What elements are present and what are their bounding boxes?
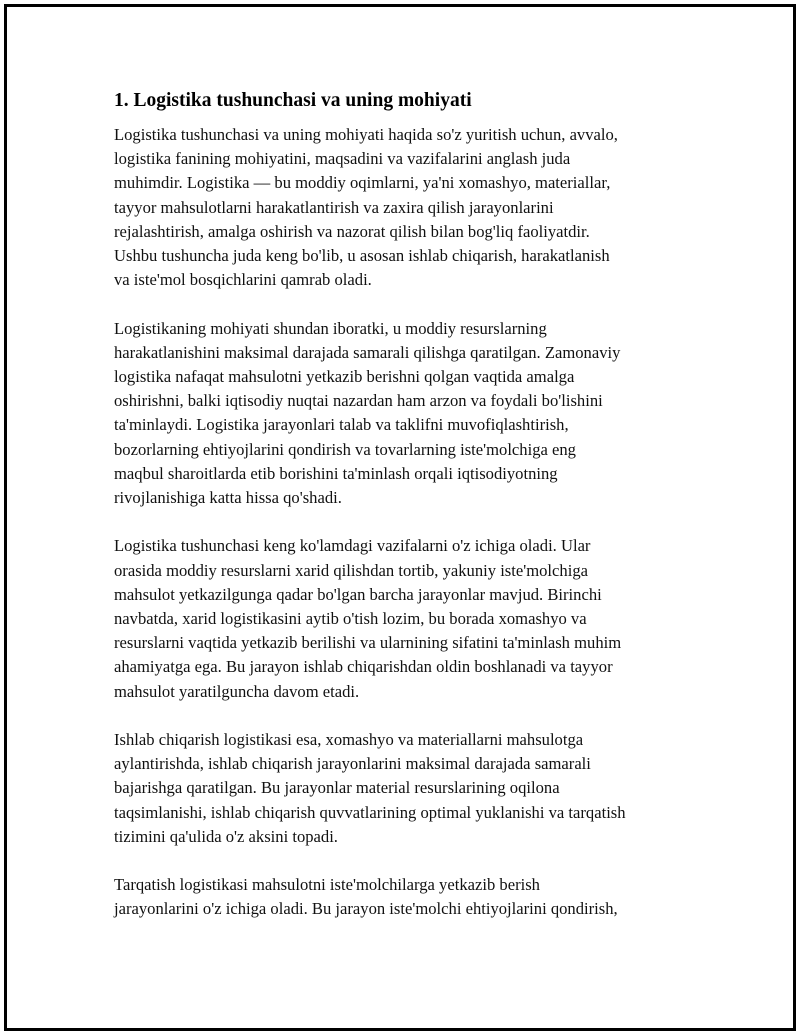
section-title: 1. Logistika tushunchasi va uning mohiyati: [114, 90, 472, 111]
document-body: [114, 88, 684, 946]
paragraph-4: Ishlab chiqarish logistikasi esa, xomashyo va materiallarni mahsulotga aylantirishda, ishlab chiqarish jarayonlarini maksimal darajada samarali bajarishga qaratilgan. Bu jarayonlar material resurslarining oqilona taqsimlanishi, ishlab chiqarish quvvatlarining optimal yuklanishi va tarqatish tizimini qa'ulida o'z aksini topadi.: [114, 730, 626, 846]
paragraph-2: Logistikaning mohiyati shundan iboratki, u moddiy resurslarning harakatlanishini maksimal darajada samarali qilishga qaratilgan. Zamonaviy logistika nafaqat mahsulotni yetkazib berishni qolgan vaqtida amalga oshirishni, balki iqtisodiy nuqtai nazardan ham arzon va foydali bo'lishini ta'minlaydi. Logistika jarayonlari talab va taklifni muvofiqlashtirish, bozorlarning ehtiyojlarini qondirish va tovarlarning iste'molchiga eng maqbul sharoitlarda etib borishini ta'minlash orqali iqtisodiyotning rivojlanishiga katta hissa qo'shadi.: [114, 318, 621, 508]
paragraph-3: Logistika tushunchasi keng ko'lamdagi vazifalarni o'z ichiga oladi. Ular orasida moddiy resurslarni xarid qilishdan tortib, yakuniy iste'molchiga mahsulot yetkazilgunga qadar bo'lgan barcha jarayonlar mavjud. Birinchi navbatda, xarid logistikasini aytib o'tish lozim, bu borada xomashyo va resurslarni vaqtida yetkazib berilishi va ularnining sifatini ta'minlash muhim ahamiyatga ega. Bu jarayon ishlab chiqarishdan oldin boshlanadi va tayyor mahsulot yaratilguncha davom etadi.: [114, 536, 622, 701]
paragraph-5: Tarqatish logistikasi mahsulotni iste'molchilarga yetkazib berish jarayonlarini o'z ichiga oladi. Bu jarayon iste'molchi ehtiyojlarini qondirish,: [114, 875, 618, 919]
paragraph-1: Logistika tushunchasi va uning mohiyati haqida so'z yuritish uchun, avvalo, logistika fanining mohiyatini, maqsadini va vazifalarini anglash juda muhimdir. Logistika — bu moddiy oqimlarni, ya'ni xomashyo, materiallar, tayyor mahsulotlarni harakatlantirish va zaxira qilish jarayonlarini rejalashtirish, amalga oshirish va nazorat qilish bilan bog'liq faoliyatdir. Ushbu tushuncha juda keng bo'lib, u asosan ishlab chiqarish, harakatlanish va iste'mol bosqichlarini qamrab oladi.: [114, 125, 618, 290]
